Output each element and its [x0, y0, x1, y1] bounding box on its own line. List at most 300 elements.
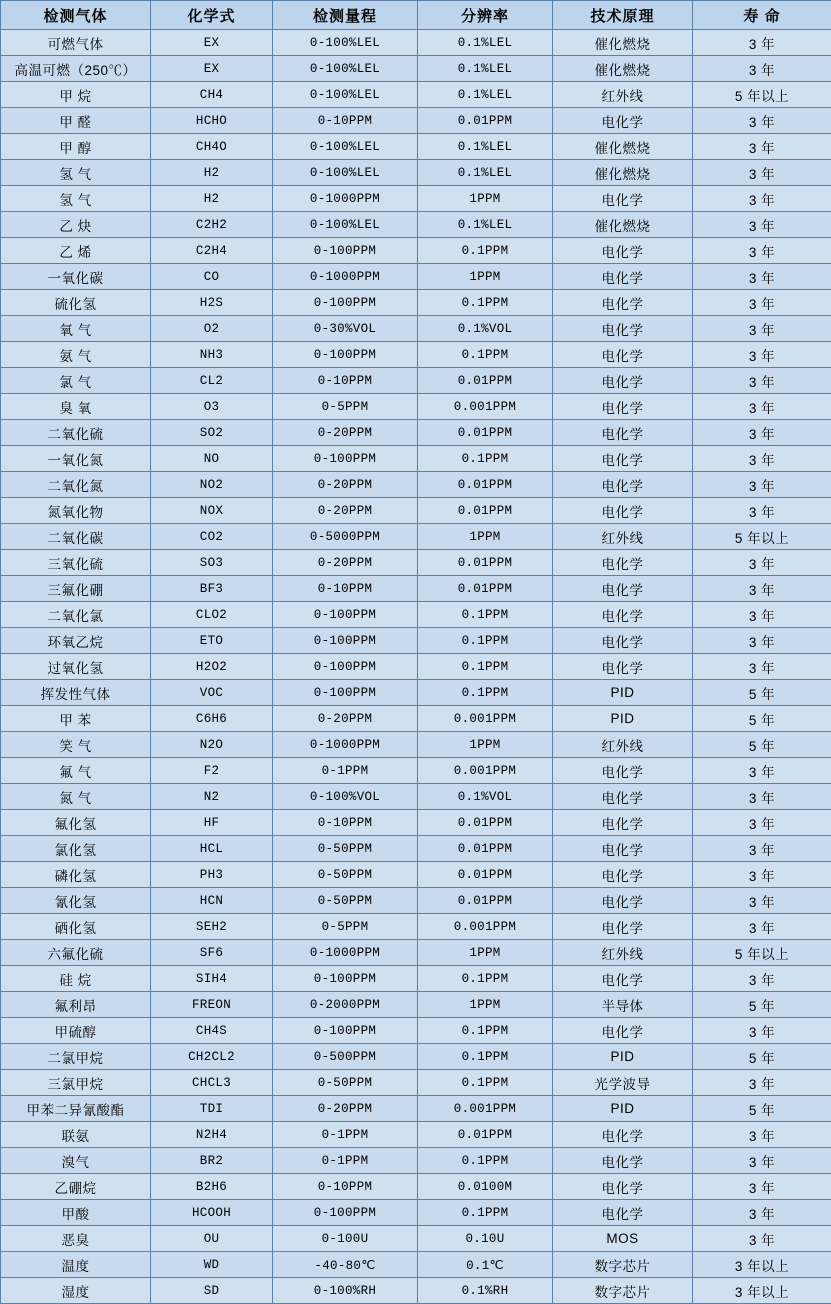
cell-principle: 催化燃烧 [553, 56, 693, 82]
table-row [1, 940, 831, 966]
cell-formula: SD [151, 1278, 273, 1304]
cell-range: 0-20PPM [273, 706, 418, 732]
table-row [1, 82, 831, 108]
cell-formula: OU [151, 1226, 273, 1252]
cell-range: 0-100PPM [273, 680, 418, 706]
cell-lifetime: 3 年 [693, 836, 831, 862]
cell-gas: 氮氧化物 [1, 498, 151, 524]
cell-gas: 氮 气 [1, 784, 151, 810]
cell-resolution: 0.001PPM [418, 394, 553, 420]
table-row [1, 394, 831, 420]
table-row [1, 290, 831, 316]
cell-resolution: 0.1PPM [418, 602, 553, 628]
cell-lifetime: 3 年 [693, 368, 831, 394]
cell-formula: CH4 [151, 82, 273, 108]
table-row [1, 888, 831, 914]
table-row [1, 160, 831, 186]
table-row [1, 1174, 831, 1200]
cell-lifetime: 3 年 [693, 1200, 831, 1226]
cell-resolution: 1PPM [418, 186, 553, 212]
cell-principle: 电化学 [553, 1148, 693, 1174]
cell-resolution: 1PPM [418, 732, 553, 758]
cell-lifetime: 3 年 [693, 914, 831, 940]
cell-formula: NOX [151, 498, 273, 524]
table-body [1, 30, 831, 1304]
cell-principle: 红外线 [553, 82, 693, 108]
cell-resolution: 0.1PPM [418, 238, 553, 264]
cell-principle: 电化学 [553, 914, 693, 940]
cell-principle: 电化学 [553, 394, 693, 420]
cell-range: 0-1PPM [273, 758, 418, 784]
cell-gas: 氟化氢 [1, 810, 151, 836]
cell-formula: N2 [151, 784, 273, 810]
cell-formula: F2 [151, 758, 273, 784]
cell-lifetime: 5 年以上 [693, 82, 831, 108]
cell-lifetime: 3 年 [693, 446, 831, 472]
cell-range: 0-5000PPM [273, 524, 418, 550]
cell-formula: O2 [151, 316, 273, 342]
cell-resolution: 0.1%LEL [418, 134, 553, 160]
cell-principle: 红外线 [553, 940, 693, 966]
table-row [1, 1122, 831, 1148]
cell-resolution: 0.1%LEL [418, 212, 553, 238]
cell-principle: 电化学 [553, 238, 693, 264]
cell-formula: H2O2 [151, 654, 273, 680]
cell-gas: 一氧化氮 [1, 446, 151, 472]
cell-lifetime: 3 年 [693, 862, 831, 888]
cell-principle: PID [553, 1096, 693, 1122]
cell-range: 0-10PPM [273, 810, 418, 836]
cell-gas: 乙 炔 [1, 212, 151, 238]
cell-gas: 氢 气 [1, 160, 151, 186]
cell-gas: 二氧化氯 [1, 602, 151, 628]
cell-lifetime: 3 年 [693, 420, 831, 446]
cell-formula: HCL [151, 836, 273, 862]
column-header-formula: 化学式 [151, 1, 273, 30]
cell-formula: NO [151, 446, 273, 472]
cell-formula: C2H2 [151, 212, 273, 238]
cell-principle: 电化学 [553, 186, 693, 212]
cell-lifetime: 5 年 [693, 1044, 831, 1070]
cell-resolution: 0.1PPM [418, 1018, 553, 1044]
cell-resolution: 0.01PPM [418, 576, 553, 602]
column-header-lifetime: 寿 命 [693, 1, 831, 30]
cell-formula: SIH4 [151, 966, 273, 992]
cell-resolution: 0.01PPM [418, 888, 553, 914]
cell-resolution: 0.1PPM [418, 290, 553, 316]
cell-principle: 红外线 [553, 524, 693, 550]
cell-range: 0-1000PPM [273, 940, 418, 966]
cell-lifetime: 3 年 [693, 1148, 831, 1174]
cell-lifetime: 3 年 [693, 238, 831, 264]
cell-resolution: 0.01PPM [418, 420, 553, 446]
cell-range: 0-1PPM [273, 1148, 418, 1174]
cell-formula: VOC [151, 680, 273, 706]
cell-gas: 硒化氢 [1, 914, 151, 940]
cell-formula: O3 [151, 394, 273, 420]
table-row [1, 654, 831, 680]
cell-gas: 联氨 [1, 1122, 151, 1148]
cell-resolution: 0.0100M [418, 1174, 553, 1200]
table-row [1, 524, 831, 550]
cell-gas: 溴气 [1, 1148, 151, 1174]
cell-formula: C2H4 [151, 238, 273, 264]
cell-range: 0-100%VOL [273, 784, 418, 810]
table-row [1, 420, 831, 446]
cell-principle: 电化学 [553, 836, 693, 862]
cell-gas: 甲硫醇 [1, 1018, 151, 1044]
table-row [1, 1226, 831, 1252]
cell-principle: 电化学 [553, 1174, 693, 1200]
cell-formula: ETO [151, 628, 273, 654]
cell-resolution: 0.10U [418, 1226, 553, 1252]
cell-principle: 电化学 [553, 966, 693, 992]
cell-range: 0-2000PPM [273, 992, 418, 1018]
cell-range: 0-50PPM [273, 836, 418, 862]
cell-formula: CL2 [151, 368, 273, 394]
cell-lifetime: 3 年 [693, 810, 831, 836]
cell-resolution: 0.001PPM [418, 914, 553, 940]
cell-gas: 甲苯二异氰酸酯 [1, 1096, 151, 1122]
cell-gas: 氨 气 [1, 342, 151, 368]
cell-principle: 电化学 [553, 576, 693, 602]
cell-gas: 可燃气体 [1, 30, 151, 56]
cell-range: 0-100PPM [273, 342, 418, 368]
cell-principle: 电化学 [553, 784, 693, 810]
cell-principle: 催化燃烧 [553, 160, 693, 186]
cell-lifetime: 3 年 [693, 30, 831, 56]
cell-gas: 二氯甲烷 [1, 1044, 151, 1070]
cell-gas: 一氧化碳 [1, 264, 151, 290]
cell-principle: 电化学 [553, 1200, 693, 1226]
cell-lifetime: 5 年 [693, 992, 831, 1018]
cell-resolution: 0.1PPM [418, 1200, 553, 1226]
cell-range: 0-20PPM [273, 498, 418, 524]
cell-gas: 甲 烷 [1, 82, 151, 108]
cell-gas: 硅 烷 [1, 966, 151, 992]
table-row [1, 342, 831, 368]
cell-lifetime: 3 年 [693, 56, 831, 82]
cell-range: 0-1000PPM [273, 186, 418, 212]
table-row [1, 264, 831, 290]
cell-range: 0-500PPM [273, 1044, 418, 1070]
cell-lifetime: 3 年 [693, 784, 831, 810]
cell-formula: FREON [151, 992, 273, 1018]
cell-lifetime: 5 年 [693, 732, 831, 758]
cell-lifetime: 3 年 [693, 576, 831, 602]
cell-range: 0-10PPM [273, 108, 418, 134]
cell-resolution: 0.1PPM [418, 1148, 553, 1174]
column-header-resolution: 分辨率 [418, 1, 553, 30]
cell-range: 0-100%LEL [273, 30, 418, 56]
cell-range: 0-50PPM [273, 862, 418, 888]
cell-resolution: 0.001PPM [418, 1096, 553, 1122]
cell-range: 0-20PPM [273, 1096, 418, 1122]
table-row [1, 498, 831, 524]
cell-principle: 电化学 [553, 862, 693, 888]
cell-resolution: 0.1%LEL [418, 30, 553, 56]
table-row [1, 368, 831, 394]
table-row [1, 992, 831, 1018]
table-row [1, 1018, 831, 1044]
cell-resolution: 0.1%LEL [418, 56, 553, 82]
cell-principle: 电化学 [553, 368, 693, 394]
cell-principle: 电化学 [553, 628, 693, 654]
cell-gas: 氯化氢 [1, 836, 151, 862]
cell-lifetime: 3 年 [693, 212, 831, 238]
cell-principle: 电化学 [553, 316, 693, 342]
cell-resolution: 1PPM [418, 524, 553, 550]
table-row [1, 862, 831, 888]
table-row [1, 186, 831, 212]
cell-gas: 温度 [1, 1252, 151, 1278]
cell-range: 0-100%RH [273, 1278, 418, 1304]
cell-formula: EX [151, 56, 273, 82]
table-row [1, 134, 831, 160]
cell-resolution: 0.01PPM [418, 550, 553, 576]
table-row [1, 238, 831, 264]
cell-formula: SEH2 [151, 914, 273, 940]
table-row [1, 1278, 831, 1304]
cell-resolution: 0.1PPM [418, 628, 553, 654]
table-row [1, 810, 831, 836]
cell-resolution: 0.01PPM [418, 836, 553, 862]
cell-formula: N2O [151, 732, 273, 758]
table-row [1, 784, 831, 810]
table-row [1, 472, 831, 498]
cell-formula: CH4S [151, 1018, 273, 1044]
cell-lifetime: 3 年 [693, 394, 831, 420]
cell-range: -40-80℃ [273, 1252, 418, 1278]
cell-lifetime: 3 年以上 [693, 1252, 831, 1278]
table-row [1, 966, 831, 992]
table-row [1, 732, 831, 758]
cell-resolution: 0.1%VOL [418, 316, 553, 342]
cell-formula: NH3 [151, 342, 273, 368]
cell-gas: 二氧化氮 [1, 472, 151, 498]
cell-principle: 电化学 [553, 420, 693, 446]
cell-gas: 乙硼烷 [1, 1174, 151, 1200]
cell-lifetime: 3 年 [693, 1174, 831, 1200]
cell-resolution: 0.1PPM [418, 446, 553, 472]
cell-gas: 恶臭 [1, 1226, 151, 1252]
table-row [1, 602, 831, 628]
cell-range: 0-100PPM [273, 602, 418, 628]
cell-lifetime: 3 年 [693, 1226, 831, 1252]
cell-lifetime: 3 年 [693, 1070, 831, 1096]
cell-gas: 甲酸 [1, 1200, 151, 1226]
cell-range: 0-100%LEL [273, 160, 418, 186]
cell-formula: H2 [151, 160, 273, 186]
cell-lifetime: 3 年 [693, 472, 831, 498]
cell-gas: 二氧化碳 [1, 524, 151, 550]
cell-resolution: 0.01PPM [418, 1122, 553, 1148]
cell-lifetime: 5 年以上 [693, 940, 831, 966]
cell-range: 0-100PPM [273, 238, 418, 264]
cell-formula: HCN [151, 888, 273, 914]
cell-gas: 氟利昂 [1, 992, 151, 1018]
cell-range: 0-100PPM [273, 628, 418, 654]
cell-formula: CHCL3 [151, 1070, 273, 1096]
cell-formula: CH4O [151, 134, 273, 160]
cell-principle: 电化学 [553, 1122, 693, 1148]
cell-gas: 六氟化硫 [1, 940, 151, 966]
table-row [1, 212, 831, 238]
cell-gas: 甲 醛 [1, 108, 151, 134]
cell-formula: H2 [151, 186, 273, 212]
cell-principle: 数字芯片 [553, 1278, 693, 1304]
table-header-row [1, 1, 831, 30]
cell-formula: TDI [151, 1096, 273, 1122]
cell-range: 0-1000PPM [273, 732, 418, 758]
cell-lifetime: 3 年 [693, 342, 831, 368]
cell-resolution: 0.001PPM [418, 758, 553, 784]
table-row [1, 30, 831, 56]
table-row [1, 108, 831, 134]
table-row [1, 1044, 831, 1070]
cell-principle: 电化学 [553, 888, 693, 914]
cell-range: 0-20PPM [273, 550, 418, 576]
cell-lifetime: 3 年 [693, 264, 831, 290]
cell-principle: 红外线 [553, 732, 693, 758]
table-row [1, 1148, 831, 1174]
table-row [1, 56, 831, 82]
cell-gas: 三氟化硼 [1, 576, 151, 602]
cell-gas: 挥发性气体 [1, 680, 151, 706]
cell-gas: 氯 气 [1, 368, 151, 394]
cell-lifetime: 3 年 [693, 316, 831, 342]
cell-gas: 三氧化硫 [1, 550, 151, 576]
column-header-gas: 检测气体 [1, 1, 151, 30]
cell-principle: 电化学 [553, 602, 693, 628]
cell-resolution: 1PPM [418, 940, 553, 966]
cell-resolution: 0.1PPM [418, 342, 553, 368]
cell-formula: SF6 [151, 940, 273, 966]
cell-lifetime: 5 年 [693, 706, 831, 732]
table-row [1, 316, 831, 342]
cell-gas: 笑 气 [1, 732, 151, 758]
cell-resolution: 0.01PPM [418, 498, 553, 524]
cell-principle: 电化学 [553, 472, 693, 498]
cell-gas: 三氯甲烷 [1, 1070, 151, 1096]
cell-resolution: 0.1%LEL [418, 82, 553, 108]
cell-formula: SO3 [151, 550, 273, 576]
cell-range: 0-1PPM [273, 1122, 418, 1148]
cell-principle: 半导体 [553, 992, 693, 1018]
cell-lifetime: 5 年 [693, 680, 831, 706]
cell-gas: 甲 醇 [1, 134, 151, 160]
cell-formula: CO [151, 264, 273, 290]
cell-range: 0-50PPM [273, 1070, 418, 1096]
cell-resolution: 0.1%VOL [418, 784, 553, 810]
cell-principle: 电化学 [553, 1018, 693, 1044]
cell-principle: 电化学 [553, 342, 693, 368]
cell-principle: 催化燃烧 [553, 212, 693, 238]
cell-lifetime: 3 年 [693, 108, 831, 134]
cell-lifetime: 3 年 [693, 160, 831, 186]
cell-formula: B2H6 [151, 1174, 273, 1200]
cell-range: 0-10PPM [273, 576, 418, 602]
cell-resolution: 0.1PPM [418, 654, 553, 680]
cell-gas: 氰化氢 [1, 888, 151, 914]
cell-lifetime: 3 年 [693, 290, 831, 316]
cell-range: 0-100PPM [273, 446, 418, 472]
cell-principle: 催化燃烧 [553, 134, 693, 160]
table-row [1, 1070, 831, 1096]
cell-formula: SO2 [151, 420, 273, 446]
cell-formula: HCHO [151, 108, 273, 134]
table-row [1, 1252, 831, 1278]
cell-resolution: 0.1PPM [418, 966, 553, 992]
cell-lifetime: 3 年 [693, 1122, 831, 1148]
cell-range: 0-100%LEL [273, 134, 418, 160]
table-row [1, 446, 831, 472]
cell-lifetime: 3 年 [693, 966, 831, 992]
table-row [1, 836, 831, 862]
cell-range: 0-100PPM [273, 1018, 418, 1044]
table-row [1, 550, 831, 576]
cell-resolution: 0.01PPM [418, 472, 553, 498]
cell-lifetime: 3 年 [693, 602, 831, 628]
cell-gas: 氢 气 [1, 186, 151, 212]
cell-lifetime: 3 年 [693, 498, 831, 524]
cell-resolution: 0.01PPM [418, 368, 553, 394]
cell-range: 0-100%LEL [273, 82, 418, 108]
cell-formula: HF [151, 810, 273, 836]
cell-formula: N2H4 [151, 1122, 273, 1148]
cell-range: 0-1000PPM [273, 264, 418, 290]
cell-gas: 湿度 [1, 1278, 151, 1304]
cell-range: 0-20PPM [273, 472, 418, 498]
cell-range: 0-100%LEL [273, 212, 418, 238]
cell-principle: 电化学 [553, 654, 693, 680]
cell-lifetime: 3 年 [693, 186, 831, 212]
cell-formula: NO2 [151, 472, 273, 498]
cell-principle: 电化学 [553, 264, 693, 290]
cell-range: 0-5PPM [273, 914, 418, 940]
table-row [1, 914, 831, 940]
table-row [1, 706, 831, 732]
cell-resolution: 0.1PPM [418, 1044, 553, 1070]
cell-range: 0-100U [273, 1226, 418, 1252]
cell-resolution: 0.1PPM [418, 1070, 553, 1096]
cell-gas: 硫化氢 [1, 290, 151, 316]
cell-range: 0-100PPM [273, 966, 418, 992]
cell-principle: 电化学 [553, 550, 693, 576]
cell-gas: 氟 气 [1, 758, 151, 784]
cell-gas: 二氧化硫 [1, 420, 151, 446]
cell-resolution: 0.001PPM [418, 706, 553, 732]
cell-principle: PID [553, 706, 693, 732]
table-row [1, 628, 831, 654]
cell-resolution: 0.1%RH [418, 1278, 553, 1304]
cell-range: 0-100PPM [273, 1200, 418, 1226]
cell-resolution: 0.01PPM [418, 810, 553, 836]
cell-resolution: 0.1PPM [418, 680, 553, 706]
cell-formula: EX [151, 30, 273, 56]
cell-formula: BR2 [151, 1148, 273, 1174]
cell-principle: 电化学 [553, 758, 693, 784]
cell-range: 0-100PPM [273, 290, 418, 316]
table-header [1, 1, 831, 30]
cell-resolution: 0.1℃ [418, 1252, 553, 1278]
cell-principle: 数字芯片 [553, 1252, 693, 1278]
cell-gas: 环氧乙烷 [1, 628, 151, 654]
cell-lifetime: 3 年 [693, 654, 831, 680]
cell-principle: PID [553, 680, 693, 706]
cell-resolution: 0.01PPM [418, 108, 553, 134]
cell-gas: 乙 烯 [1, 238, 151, 264]
